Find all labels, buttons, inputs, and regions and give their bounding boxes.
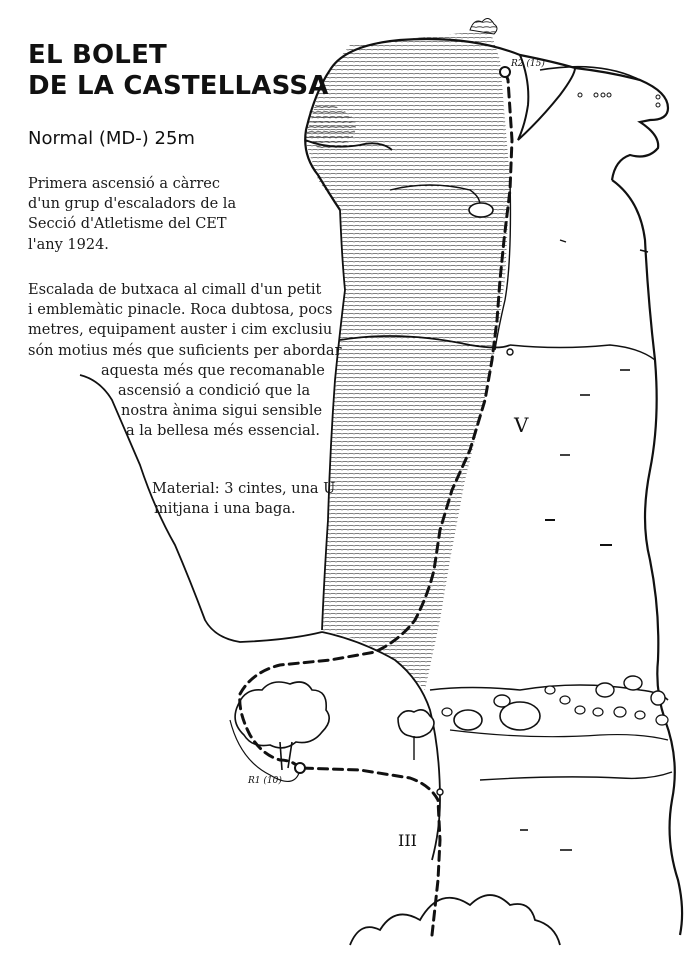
history-text xyxy=(28,174,236,255)
material-line: Material: 3 cintes, una U xyxy=(152,481,336,497)
material-text xyxy=(152,479,335,519)
description-line: són motius més que suficients per abordar xyxy=(28,342,342,359)
route-grade: Normal (MD-) 25m xyxy=(28,128,195,149)
description-line: i emblemàtic pinacle. Roca dubtosa, pocs xyxy=(28,302,333,319)
bush-left xyxy=(235,682,329,748)
description-line: nostra ànima sigui sensible xyxy=(121,403,323,420)
page-title xyxy=(28,40,329,102)
description-text xyxy=(28,280,342,442)
history-line: Secció d'Atletisme del CET xyxy=(28,216,227,233)
description-line: ascensió a condició que la xyxy=(118,383,311,400)
material-line: mitjana i una baga. xyxy=(154,501,296,518)
history-line: d'un grup d'escaladors de la xyxy=(28,196,237,213)
anchor-bottom-label: R1 (10) xyxy=(248,776,282,786)
anchor-top-label: R2 (15) xyxy=(511,59,545,69)
description-line: metres, equipament auster i cim exclusiu xyxy=(28,322,333,339)
pitch-upper-grade: V xyxy=(514,413,529,437)
history-line: Primera ascensió a càrrec xyxy=(28,176,220,192)
title-line-1: EL BOLET xyxy=(28,40,167,70)
pitch-lower-grade: III xyxy=(398,831,417,850)
anchor-top-marker xyxy=(500,67,510,77)
history-line: l'any 1924. xyxy=(28,236,109,253)
description-line: Escalada de butxaca al cimall d'un petit xyxy=(28,282,322,298)
pinnacle-right-edge xyxy=(612,180,682,935)
description-line: a la bellesa més essencial. xyxy=(126,423,320,440)
anchor-bottom-marker xyxy=(295,763,305,773)
description-line: aquesta més que recomanable xyxy=(101,362,325,379)
title-line-2: DE LA CASTELLASSA xyxy=(28,71,329,101)
bush-bottom xyxy=(350,895,560,945)
